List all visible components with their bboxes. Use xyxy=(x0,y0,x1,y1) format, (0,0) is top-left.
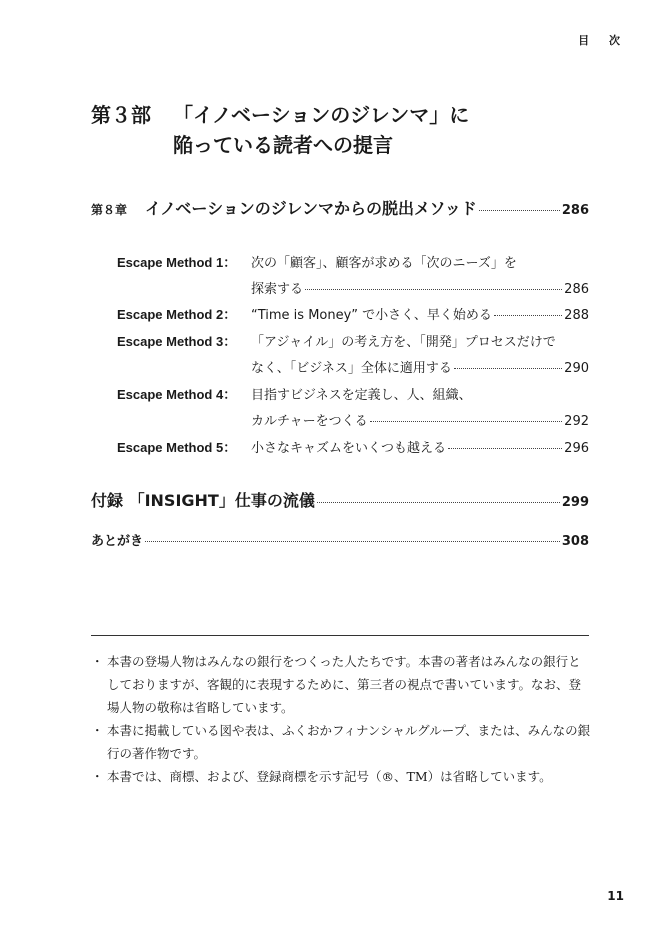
toc-entry-afterword[interactable] xyxy=(91,530,589,549)
note-bullet: ・ xyxy=(91,769,104,784)
note-item xyxy=(91,765,591,788)
note-item xyxy=(91,719,591,765)
part-title-line2: 陥っている読者への提言 xyxy=(173,133,393,157)
note-text: 本書に掲載している図や表は、ふくおかフィナンシャルグループ、または、みんなの銀行の著作物です。 xyxy=(107,723,591,761)
toc-entry-method-2[interactable] xyxy=(117,304,589,323)
method-label: Escape Method 2： xyxy=(117,307,237,322)
note-text: 本書の登場人物はみんなの銀行をつくった人たちです。本書の著者はみんなの銀行としておりますが、客観的に表現するために、第三者の視点で書いています。なお、登場人物の敬称は省略しています。 xyxy=(107,654,582,715)
dot-leader xyxy=(479,210,560,211)
method-title: 小さなキャズムをいくつも越える xyxy=(251,441,447,456)
method-label: Escape Method 4： xyxy=(117,387,237,402)
toc-entry-method-4-cont[interactable] xyxy=(251,410,589,429)
method-title: 目指すビジネスを定義し、人、組織、 xyxy=(251,388,472,403)
method-label: Escape Method 1： xyxy=(117,255,237,270)
toc-entry-appendix[interactable] xyxy=(91,488,589,511)
method-title-cont: カルチャーをつくる xyxy=(251,414,368,429)
notes-divider xyxy=(91,635,589,636)
dot-leader xyxy=(145,541,560,542)
note-bullet: ・ xyxy=(91,723,104,738)
toc-entry-method-1[interactable] xyxy=(117,252,589,271)
method-title: “Time is Money” で小さく、早く始める xyxy=(251,308,492,323)
chapter-title: イノベーションのジレンマからの脱出メソッド xyxy=(145,199,477,218)
method-title: 次の「顧客」、顧客が求める「次のニーズ」を xyxy=(251,256,517,271)
dot-leader xyxy=(448,448,562,449)
page-ref: 286 xyxy=(561,203,589,218)
toc-entry-method-1-cont[interactable] xyxy=(251,278,589,297)
chapter-number: 第８章 xyxy=(91,203,128,217)
toc-entry-method-3[interactable] xyxy=(117,331,589,350)
toc-entry-method-4[interactable] xyxy=(117,384,589,403)
dot-leader xyxy=(370,421,563,422)
page-ref: 288 xyxy=(564,308,589,323)
afterword-title: あとがき xyxy=(91,534,144,549)
method-label: Escape Method 5： xyxy=(117,440,237,455)
toc-entry-method-3-cont[interactable] xyxy=(251,357,589,376)
page-ref: 308 xyxy=(561,534,589,549)
method-title-cont: 探索する xyxy=(251,282,304,297)
part-title-line1: 「イノベーションのジレンマ」に xyxy=(173,103,470,127)
note-bullet: ・ xyxy=(91,654,104,669)
dot-leader xyxy=(494,315,562,316)
toc-entry-method-5[interactable] xyxy=(117,437,589,456)
running-header: 目 次 xyxy=(578,34,628,47)
page-number: 11 xyxy=(607,889,624,903)
method-title: 「アジャイル」の考え方を、「開発」プロセスだけで xyxy=(251,335,556,350)
page-ref: 299 xyxy=(561,495,589,510)
part-heading xyxy=(91,100,469,160)
note-item xyxy=(91,650,591,719)
appendix-title: 付録 「INSIGHT」仕事の流儀 xyxy=(91,491,315,510)
page-ref: 296 xyxy=(564,441,589,456)
dot-leader xyxy=(305,289,562,290)
note-text: 本書では、商標、および、登録商標を示す記号（®、TM）は省略しています。 xyxy=(107,769,552,784)
toc-entry-chapter-8[interactable] xyxy=(91,196,589,219)
method-label: Escape Method 3： xyxy=(117,334,237,349)
page-ref: 290 xyxy=(564,361,589,376)
notes-section xyxy=(91,650,591,788)
part-number: 第３部 xyxy=(91,103,151,127)
method-title-cont: なく、「ビジネス」全体に適用する xyxy=(251,361,452,376)
dot-leader xyxy=(454,368,562,369)
page-ref: 286 xyxy=(564,282,589,297)
page-ref: 292 xyxy=(564,414,589,429)
dot-leader xyxy=(317,502,560,503)
